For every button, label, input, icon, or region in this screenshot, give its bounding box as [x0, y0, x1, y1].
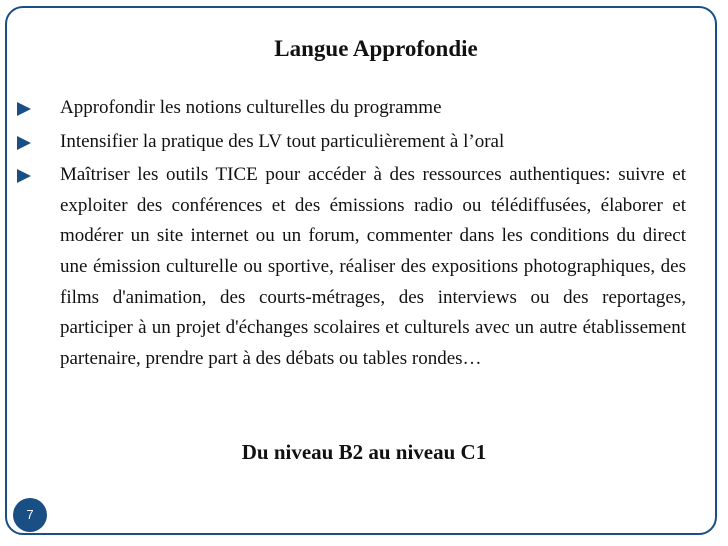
bullet-list [16, 93, 686, 377]
bullet-item [16, 160, 686, 374]
level-text: Du niveau B2 au niveau C1 [241, 440, 487, 464]
bullet-text: Maîtriser les outils TICE pour accéder à des ressources authentiques: suivre et exploiter des conférences et des émissions radio ou télédiffusées, élaborer et modérer un site internet ou un forum, commenter dans les conditions du direct une émission culturelle ou sportive, réaliser des expositions photographiques, des films d'animation, des courts-métrages, des interviews ou des reportages, participer à un projet d'échanges scolaires et culturels avec un autre établissement partenaire, prendre part à des débats ou tables rondes… [60, 164, 686, 369]
bullet-text: Approfondir les notions culturelles du programme [60, 97, 442, 118]
bullet-text: Intensifier la pratique des LV tout particulièrement à l’oral [60, 130, 505, 152]
triangle-bullet-icon [16, 160, 60, 190]
page-number-badge: 7 [13, 498, 47, 532]
slide-title: Langue Approfondie [274, 36, 478, 61]
triangle-bullet-icon [16, 127, 60, 157]
triangle-bullet-icon [16, 93, 60, 123]
bullet-item [16, 127, 686, 158]
bullet-item [16, 93, 686, 124]
